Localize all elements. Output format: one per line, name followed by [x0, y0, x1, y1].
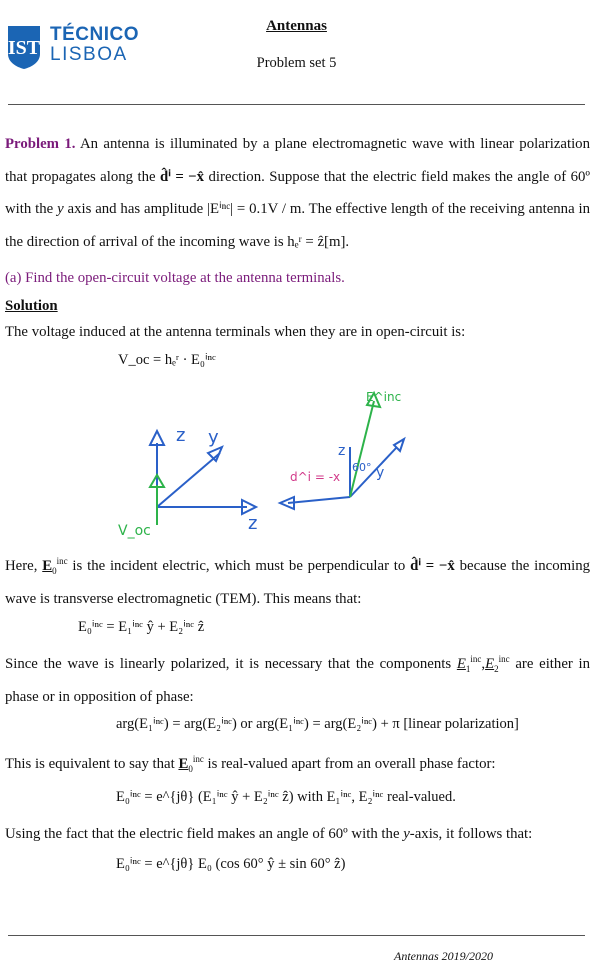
problem-statement: Problem 1. An antenna is illuminated by a plane electromagnetic wave with linear polarization that propagates along the d̂ⁱ = −x̂ direction. Suppose that the electric field makes the angle of 60º with the y axis and has amplitude |Eⁱⁿᶜ| = 0.1V / m. The effective length of the receiving antenna in the direction of arrival of the incoming wave is hₑʳ = ẑ[m]. — [5, 136, 591, 250]
equiv-paragraph: This is equivalent to say that $E_0^{inc}$ is real-valued apart from an overall phase factor: — [5, 754, 496, 774]
equation-voc: V_oc = hₑʳ · E₀ⁱⁿᶜ — [118, 352, 216, 368]
direction-vector: d̂ⁱ = −x̂ — [160, 168, 205, 185]
question-a: (a) Find the open-circuit voltage at the antenna terminals. — [5, 270, 345, 286]
equation-final: E₀ⁱⁿᶜ = e^{jθ} E₀ (cos 60° ŷ ± sin 60° ẑ) — [116, 856, 346, 872]
svg-text:IST: IST — [7, 37, 41, 59]
solution-heading: Solution — [5, 298, 58, 314]
coordinate-sketch — [112, 385, 492, 545]
footer-text: Antennas 2019/2020 — [394, 949, 493, 963]
amplitude-expr: |Eⁱⁿᶜ| = 0.1V / m — [207, 201, 302, 217]
angle-paragraph: Using the fact that the electric field makes an angle of 60º with the y-axis, it follows that: — [5, 826, 533, 842]
footer-divider — [8, 935, 585, 936]
equation-phase: arg(E₁ⁱⁿᶜ) = arg(E₂ⁱⁿᶜ) or arg(E₁ⁱⁿᶜ) = arg(E₂ⁱⁿᶜ) + π [linear polarization] — [116, 716, 519, 732]
linear-paragraph: Since the wave is linearly polarized, it is necessary that the components $E_1^{inc},E_2^{inc}$ are either in phase or in opposition of phase: — [5, 654, 591, 705]
left-x-label: z — [248, 513, 258, 534]
angle-label: 60° — [352, 461, 372, 474]
right-y-label: y — [376, 465, 385, 481]
solution-intro: The voltage induced at the antenna terminals when they are in open-circuit is: — [5, 324, 466, 340]
equation-real: E₀ⁱⁿᶜ = e^{jθ} (E₁ⁱⁿᶜ ŷ + E₂ⁱⁿᶜ ẑ) with E₁ⁱⁿᶜ, E₂ⁱⁿᶜ real-valued. — [116, 789, 456, 805]
right-z-label: z — [338, 443, 346, 459]
here-paragraph: Here, $E_0^{inc}$ is the incident electric, which must be perpendicular to d̂ⁱ = −x̂ because the incoming wave is transverse electromagnetic (TEM). This means that: — [5, 556, 591, 607]
course-title: Antennas — [266, 18, 327, 34]
dir-label: d^i = -x — [290, 470, 341, 484]
header-divider — [8, 104, 585, 105]
left-z-label: z — [176, 425, 186, 446]
equation-components: E₀ⁱⁿᶜ = E₁ⁱⁿᶜ ŷ + E₂ⁱⁿᶜ ẑ — [78, 619, 205, 635]
problem-label: Problem 1. — [5, 136, 76, 152]
left-axes — [150, 431, 256, 525]
left-y-label: y — [208, 427, 219, 448]
logo-line2: LISBOA — [50, 44, 128, 65]
effective-length-expr: hₑʳ = ẑ[m] — [287, 233, 346, 250]
voc-label: V_oc — [118, 523, 151, 539]
logo-line1: TÉCNICO — [50, 24, 139, 45]
e-inc-label: E^inc — [366, 390, 402, 404]
problem-set-label: Problem set 5 — [256, 55, 337, 71]
